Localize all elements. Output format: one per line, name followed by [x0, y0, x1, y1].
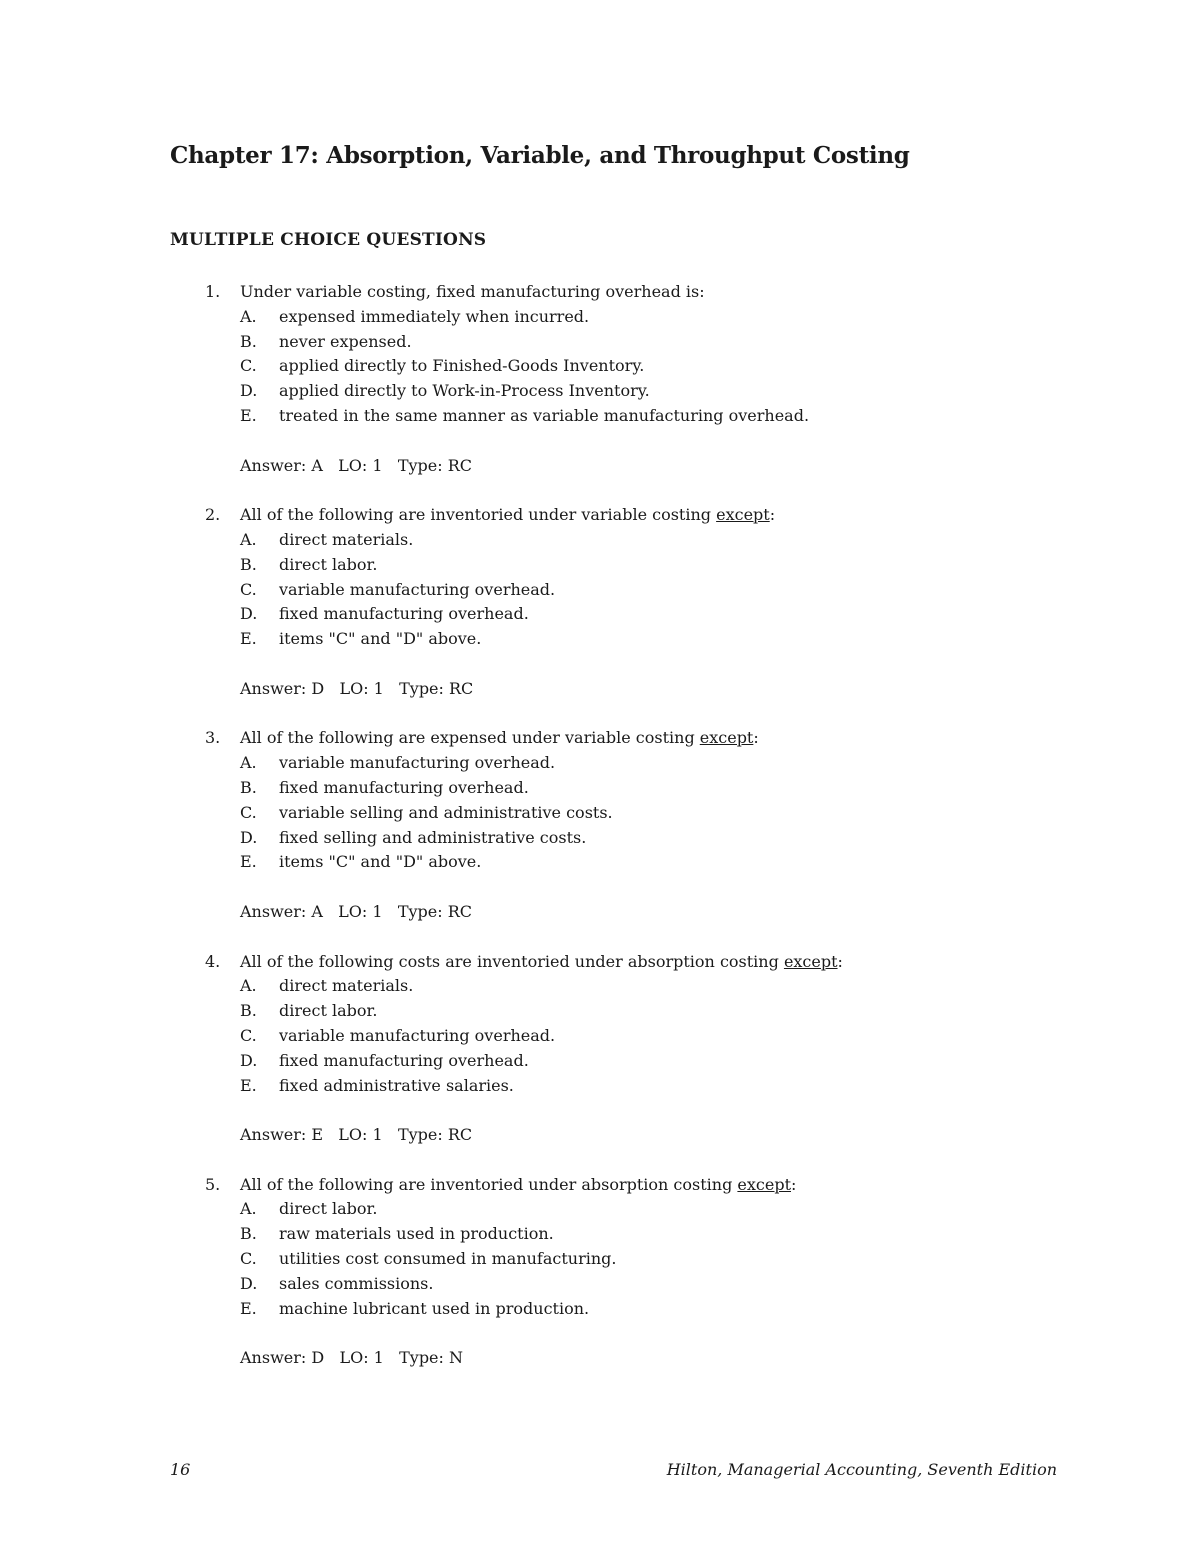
question-number: 4. — [205, 951, 221, 971]
option-d: D. sales commissions. — [240, 1273, 434, 1293]
emphasis-except: except — [716, 505, 770, 525]
question-stem: All of the following costs are inventoried under absorption costing except: — [240, 951, 843, 971]
option-c: C. utilities cost consumed in manufacturing. — [240, 1249, 617, 1269]
question-number: 1. — [205, 282, 221, 301]
question-stem-line — [0, 1173, 1200, 1198]
question-stem: Under variable costing, fixed manufacturing overhead is: — [240, 282, 705, 301]
answer-line: Answer: D LO: 1 Type: RC — [240, 678, 474, 698]
option-a: A. variable manufacturing overhead. — [240, 753, 556, 773]
option-e: E. fixed administrative salaries. — [240, 1075, 514, 1095]
option-c: C. variable manufacturing overhead. — [240, 579, 556, 599]
answer-line: Answer: A LO: 1 Type: RC — [240, 455, 473, 475]
question-1 — [0, 280, 1200, 503]
option-e: E. treated in the same manner as variable manufacturing overhead. — [240, 405, 810, 425]
question-stem: All of the following are expensed under variable costing except: — [240, 728, 759, 748]
question-stem-line — [0, 503, 1200, 528]
option-a: A. expensed immediately when incurred. — [240, 306, 590, 326]
question-stem-line — [0, 726, 1200, 751]
question-stem: All of the following are inventoried under absorption costing except: — [240, 1174, 797, 1194]
option-a: A. direct labor. — [240, 1199, 378, 1219]
question-stem: All of the following are inventoried under variable costing except: — [240, 505, 776, 525]
option-e: E. items "C" and "D" above. — [240, 852, 482, 872]
emphasis-except: except — [699, 728, 754, 748]
option-b: B. fixed manufacturing overhead. — [240, 777, 529, 797]
emphasis-except: except — [737, 1174, 791, 1194]
option-e: E. machine lubricant used in production. — [240, 1298, 590, 1318]
option-b: B. never expensed. — [240, 331, 412, 351]
page-number: 16 — [170, 1460, 191, 1479]
option-a: A. direct materials. — [240, 529, 414, 549]
option-b: B. raw materials used in production. — [240, 1224, 554, 1244]
question-number: 5. — [205, 1174, 221, 1194]
option-a: A. direct materials. — [240, 976, 414, 996]
option-d: D. fixed manufacturing overhead. — [240, 1050, 529, 1070]
page-title: Chapter 17: Absorption, Variable, and Throughput Costing — [170, 142, 910, 169]
option-d: D. applied directly to Work-in-Process Inventory. — [240, 381, 650, 401]
question-number: 2. — [205, 505, 221, 525]
option-c: C. variable selling and administrative costs. — [240, 802, 613, 822]
question-5 — [0, 1173, 1200, 1371]
question-4 — [0, 950, 1200, 1173]
option-d: D. fixed selling and administrative costs. — [240, 827, 587, 847]
emphasis-except: except — [783, 951, 838, 971]
option-b: B. direct labor. — [240, 554, 378, 574]
answer-line: Answer: D LO: 1 Type: N — [240, 1348, 463, 1368]
question-stem-line — [0, 280, 1200, 305]
option-c: C. variable manufacturing overhead. — [240, 1025, 556, 1045]
option-c: C. applied directly to Finished-Goods Inventory. — [240, 356, 645, 376]
book-citation: Hilton, Managerial Accounting, Seventh Edition — [666, 1460, 1057, 1479]
option-d: D. fixed manufacturing overhead. — [240, 604, 529, 624]
answer-line: Answer: A LO: 1 Type: RC — [240, 901, 473, 921]
question-2 — [0, 503, 1200, 726]
question-3 — [0, 726, 1200, 949]
option-b: B. direct labor. — [240, 1001, 378, 1021]
question-list — [0, 280, 1200, 1371]
question-stem-line — [0, 950, 1200, 975]
option-e: E. items "C" and "D" above. — [240, 629, 482, 649]
question-number: 3. — [205, 728, 221, 748]
section-heading: MULTIPLE CHOICE QUESTIONS — [170, 230, 487, 250]
answer-line: Answer: E LO: 1 Type: RC — [240, 1125, 473, 1145]
